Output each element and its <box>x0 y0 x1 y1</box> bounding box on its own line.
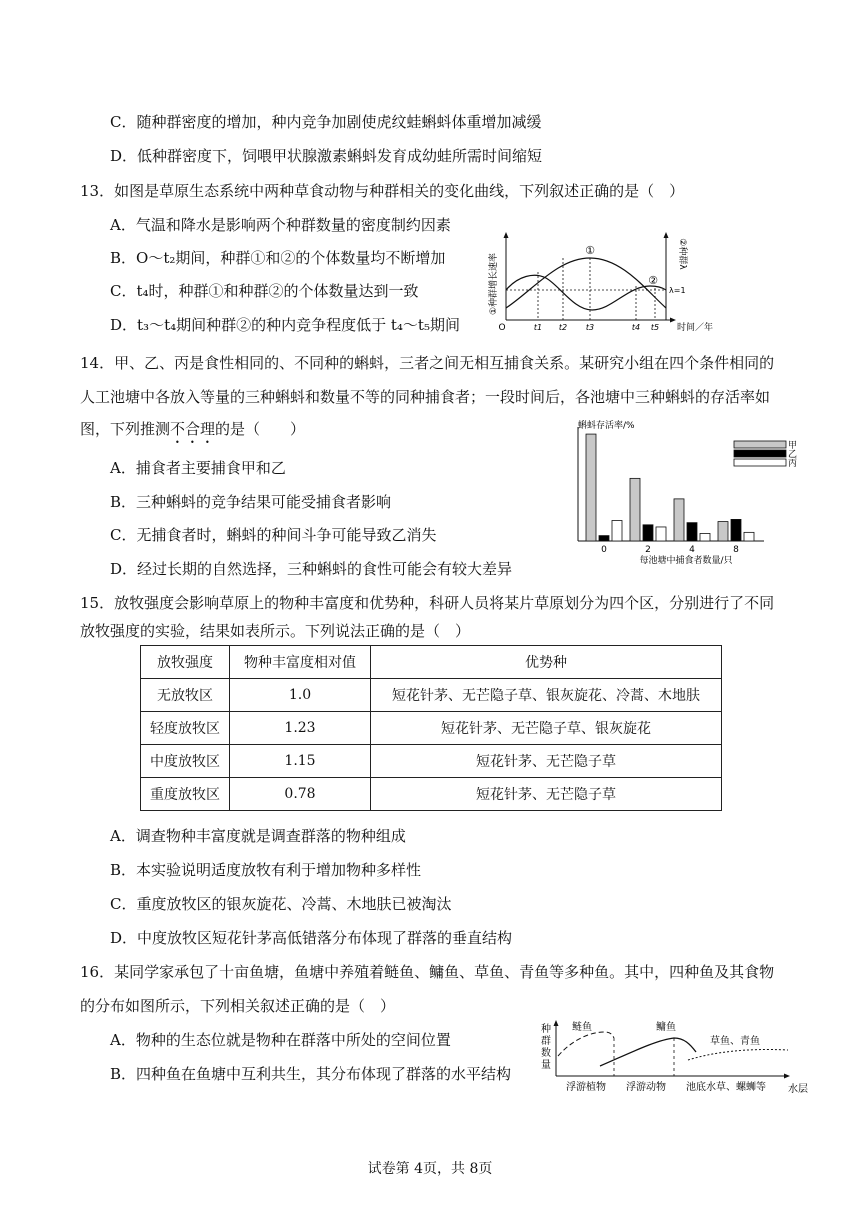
q15-option-b: B．本实验说明适度放牧有利于增加物种多样性 <box>110 861 422 879</box>
table-cell: 1.23 <box>230 712 371 745</box>
fig13-curve-2-label: ② <box>648 274 658 287</box>
q15-option-d: D．中度放牧区短花针茅高低错落分布体现了群落的垂直结构 <box>110 929 513 947</box>
legend-swatch-乙 <box>734 450 786 457</box>
q12-option-c: C．随种群密度的增加，种内竞争加剧使虎纹蛙蝌蚪体重增加减缓 <box>110 113 542 131</box>
fig13-tick-t1: t1 <box>533 323 543 332</box>
bar-乙-2 <box>643 525 653 541</box>
fig13-tick-t2: t2 <box>558 323 568 332</box>
q13-option-c: C．t₄时，种群①和种群②的个体数量达到一致 <box>110 282 419 300</box>
fig16-x-label-1: 浮游植物 <box>566 1082 606 1093</box>
bar-甲-8 <box>718 522 728 541</box>
x-tick-label: 4 <box>689 545 695 555</box>
table-header-cell: 放牧强度 <box>141 646 230 679</box>
q16-stem-line-2: 的分布如图所示，下列相关叙述正确的是（ ） <box>80 997 396 1015</box>
fig13-x-axis-label: 时间／年 <box>676 323 714 333</box>
bar-丙-2 <box>656 527 666 541</box>
fig16-ylabel-2: 群 <box>541 1036 551 1047</box>
bar-甲-2 <box>630 478 640 541</box>
q14-option-a: A．捕食者主要捕食甲和乙 <box>110 459 286 477</box>
table-cell: 短花针茅、无芒隐子草、银灰旋花 <box>371 712 722 745</box>
fig13-right-axis-label: ②种群λ <box>677 238 687 270</box>
table-header-cell: 优势种 <box>371 646 722 679</box>
fig16-fish-distribution <box>538 1020 812 1100</box>
table-cell: 无放牧区 <box>141 679 230 712</box>
legend-label: 乙 <box>788 450 798 460</box>
fig16-label-silver-carp: 鲢鱼 <box>572 1022 592 1033</box>
q14-stem-line-2: 人工池塘中各放入等量的三种蝌蚪和数量不等的同种捕食者；一段时间后，各池塘中三种蝌蚪的存活率如 <box>80 388 771 406</box>
q14-option-c: C．无捕食者时，蝌蚪的种间斗争可能导致乙消失 <box>110 526 437 544</box>
q15-stem-line-2: 放牧强度的实验，结果如表所示。下列说法正确的是（ ） <box>80 622 471 640</box>
table-row <box>141 745 722 778</box>
q16-option-a: A．物种的生态位就是物种在群落中所处的空间位置 <box>110 1031 451 1049</box>
q15-option-a: A．调查物种丰富度就是调查群落的物种组成 <box>110 827 406 845</box>
q15-option-c: C．重度放牧区的银灰旋花、冷蒿、木地肤已被淘汰 <box>110 895 452 913</box>
fig13-tick-t4: t4 <box>631 323 641 332</box>
bar-乙-0 <box>599 536 609 541</box>
q16-option-b: B．四种鱼在鱼塘中互利共生，其分布体现了群落的水平结构 <box>110 1065 512 1083</box>
chart-title: 蝌蚪存活率/% <box>578 421 635 431</box>
fig16-x-label-3: 池底水草、螺蛳等 <box>686 1082 766 1093</box>
table-cell: 短花针茅、无芒隐子草、银灰旋花、冷蒿、木地肤 <box>371 679 722 712</box>
q13-option-d: D．t₃～t₄期间种群②的种内竞争程度低于 t₄～t₅期间 <box>110 316 460 334</box>
fig16-curve-grass-black-carp <box>688 1049 788 1060</box>
fig13-tick-t3: t3 <box>585 323 595 332</box>
q12-option-d: D．低种群密度下，饲喂甲状腺激素蝌蚪发育成幼蛙所需时间缩短 <box>110 147 543 165</box>
fig16-x-label-2: 浮游动物 <box>626 1082 666 1093</box>
table-cell: 轻度放牧区 <box>141 712 230 745</box>
fig13-curve-1 <box>506 258 666 308</box>
fig13-curve-2 <box>506 275 666 310</box>
bar-丙-4 <box>700 533 710 541</box>
x-tick-label: 0 <box>601 545 607 555</box>
bar-丙-0 <box>612 520 622 541</box>
fig16-label-bighead-carp: 鳙鱼 <box>656 1022 676 1033</box>
q15-stem-line-1: 15．放牧强度会影响草原上的物种丰富度和优势种，科研人员将某片草原划分为四个区，分别进行了不同 <box>80 594 775 612</box>
fig13-growth-curves <box>488 228 724 336</box>
fig14-survival-bar-chart <box>568 415 804 567</box>
q13-stem: 13．如图是草原生态系统中两种草食动物与种群相关的变化曲线，下列叙述正确的是（ ） <box>80 182 685 200</box>
bar-甲-4 <box>674 499 684 541</box>
legend-swatch-丙 <box>734 459 786 466</box>
bar-乙-4 <box>687 523 697 541</box>
legend-label: 丙 <box>788 459 798 469</box>
q13-option-b: B．O～t₂期间，种群①和②的个体数量均不断增加 <box>110 249 446 267</box>
bar-乙-8 <box>731 519 741 541</box>
legend-swatch-甲 <box>734 441 786 448</box>
grazing-table <box>140 645 722 811</box>
bar-丙-8 <box>744 532 754 541</box>
legend-label: 甲 <box>788 441 798 451</box>
table-row <box>141 712 722 745</box>
fig16-ylabel-4: 量 <box>541 1060 551 1071</box>
q14-option-d: D．经过长期的自然选择，三种蝌蚪的食性可能会有较大差异 <box>110 560 513 578</box>
table-cell: 1.15 <box>230 745 371 778</box>
table-cell: 0.78 <box>230 778 371 811</box>
table-cell: 短花针茅、无芒隐子草 <box>371 745 722 778</box>
table-cell: 中度放牧区 <box>141 745 230 778</box>
fig13-tick-t5: t5 <box>650 323 660 332</box>
q14-stem-line-3 <box>80 418 305 447</box>
fig16-xlabel: 水层 <box>788 1084 808 1095</box>
fig16-ylabel-1: 种 <box>541 1024 551 1035</box>
table-row <box>141 679 722 712</box>
q14-option-b: B．三种蝌蚪的竞争结果可能受捕食者影响 <box>110 493 392 511</box>
page-footer: 试卷第 4页，共 8页 <box>367 1161 493 1177</box>
table-cell: 1.0 <box>230 679 371 712</box>
fig13-curve-1-label: ① <box>585 244 595 257</box>
x-tick-label: 2 <box>645 545 651 555</box>
q14-stem-part-1: 图，下列推测 <box>80 420 171 438</box>
fig16-ylabel-3: 数 <box>541 1048 551 1059</box>
table-cell: 短花针茅、无芒隐子草 <box>371 778 722 811</box>
fig13-left-axis-label: ①种群增长速率 <box>489 252 499 316</box>
x-tick-label: 8 <box>733 545 739 555</box>
table-header-row <box>141 646 722 679</box>
chart-x-label: 每池塘中捕食者数量/只 <box>639 556 733 566</box>
q13-option-a: A．气温和降水是影响两个种群数量的密度制约因素 <box>110 216 451 234</box>
q14-stem-line-1: 14．甲、乙、丙是食性相同的、不同种的蝌蚪，三者之间无相互捕食关系。某研究小组在四个条件相同的 <box>80 354 775 372</box>
fig16-label-grass-black-carp: 草鱼、青鱼 <box>710 1036 760 1047</box>
q14-stem-emphasis: 不合理 <box>170 420 216 438</box>
q14-stem-part-3: 的是（ ） <box>215 420 306 438</box>
q16-stem-line-1: 16．某同学家承包了十亩鱼塘，鱼塘中养殖着鲢鱼、鳙鱼、草鱼、青鱼等多种鱼。其中，四种鱼及其食物 <box>80 963 775 981</box>
fig13-origin: O <box>498 323 506 333</box>
fig16-curve-silver-carp <box>558 1032 614 1056</box>
bar-甲-0 <box>586 434 596 541</box>
table-header-cell: 物种丰富度相对值 <box>230 646 371 679</box>
fig16-curve-bighead-carp <box>600 1038 696 1066</box>
table-cell: 重度放牧区 <box>141 778 230 811</box>
table-row <box>141 778 722 811</box>
fig13-lambda-label: λ=1 <box>669 286 686 295</box>
